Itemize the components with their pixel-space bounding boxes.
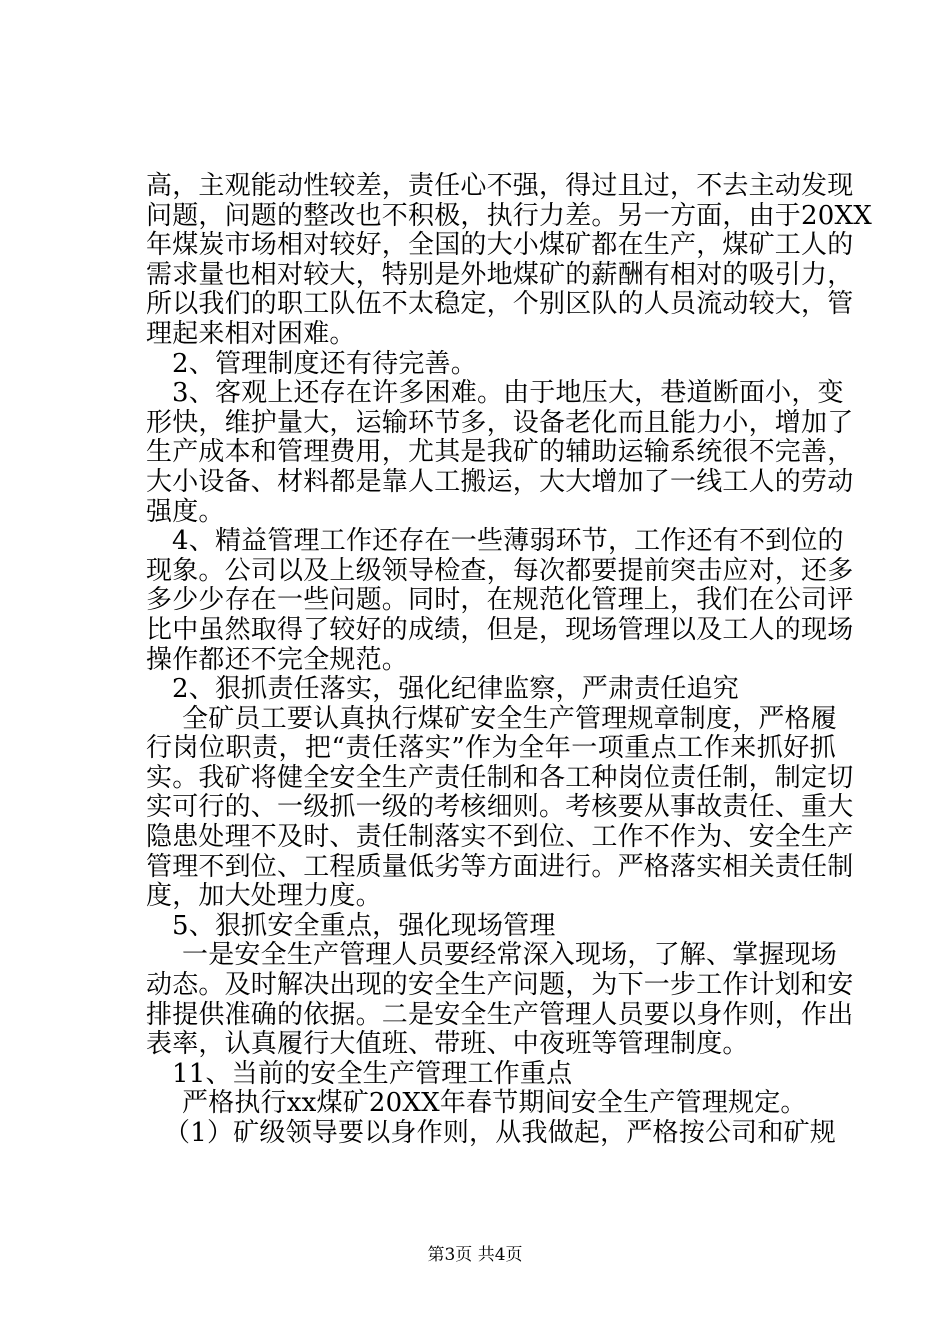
text-line: 年煤炭市场相对较好，全国的大小煤矿都在生产，煤矿工人的 (146, 230, 854, 261)
text-line: 管理不到位、工程质量低劣等方面进行。严格落实相关责任制 (146, 851, 854, 882)
text-line: 多少少存在一些问题。同时，在规范化管理上，我们在公司评 (146, 585, 854, 616)
text-line: 全矿员工要认真执行煤矿安全生产管理规章制度，严格履 (182, 703, 838, 734)
section-heading: 2、狠抓责任落实，强化纪律监察，严肃责任追究 (172, 674, 739, 705)
text-line: 需求量也相对较大，特别是外地煤矿的薪酬有相对的吸引力， (146, 259, 854, 290)
text-line: 大小设备、材料都是靠人工搬运，大大增加了一线工人的劳动 (146, 466, 854, 497)
list-item-heading: 2、管理制度还有待完善。 (172, 348, 477, 379)
text-line: 排提供准确的依据。二是安全生产管理人员要以身作则，作出 (146, 999, 854, 1030)
text-line: 生产成本和管理费用，尤其是我矿的辅助运输系统很不完善， (146, 437, 854, 468)
text-line: 动态。及时解决出现的安全生产问题，为下一步工作计划和安 (146, 970, 854, 1001)
page-number-footer: 第3页 共4页 (427, 1245, 523, 1265)
text-line: 强度。 (146, 496, 225, 527)
section-heading: 11、当前的安全生产管理工作重点 (172, 1058, 573, 1089)
text-line: 行岗位职责，把“责任落实”作为全年一项重点工作来抓好抓 (146, 733, 836, 764)
text-line: 严格执行xx煤矿20XX年春节期间安全生产管理规定。 (182, 1088, 807, 1119)
text-line: 3、客观上还存在许多困难。由于地压大，巷道断面小，变 (172, 378, 844, 409)
text-line: 实可行的、一级抓一级的考核细则。考核要从事故责任、重大 (146, 792, 854, 823)
text-line: 隐患处理不及时、责任制落实不到位、工作不作为、安全生产 (146, 822, 854, 853)
text-line: （1）矿级领导要以身作则，从我做起，严格按公司和矿规 (164, 1118, 836, 1148)
text-line: 表率，认真履行大值班、带班、中夜班等管理制度。 (146, 1029, 749, 1060)
text-line: 4、精益管理工作还存在一些薄弱环节，工作还有不到位的 (172, 526, 844, 557)
text-line: 形快，维护量大，运输环节多，设备老化而且能力小，增加了 (146, 407, 854, 438)
text-line: 一是安全生产管理人员要经常深入现场，了解、掌握现场 (182, 940, 838, 971)
text-line: 实。我矿将健全安全生产责任制和各工种岗位责任制，制定切 (146, 762, 854, 793)
document-body (146, 171, 872, 1149)
text-line: 高，主观能动性较差，责任心不强，得过且过，不去主动发现 (146, 171, 854, 201)
text-line: 度，加大处理力度。 (146, 881, 382, 912)
text-line: 所以我们的职工队伍不太稳定，个别区队的人员流动较大，管 (146, 289, 854, 320)
text-line: 理起来相对困难。 (146, 318, 356, 349)
section-heading: 5、狠抓安全重点，强化现场管理 (172, 910, 556, 941)
text-line: 现象。公司以及上级领导检查，每次都要提前突击应对，还多 (146, 555, 854, 586)
text-line: 比中虽然取得了较好的成绩，但是，现场管理以及工人的现场 (146, 614, 854, 645)
text-line: 问题，问题的整改也不积极，执行力差。另一方面，由于20XX (146, 200, 872, 231)
text-line: 操作都还不完全规范。 (146, 644, 409, 675)
